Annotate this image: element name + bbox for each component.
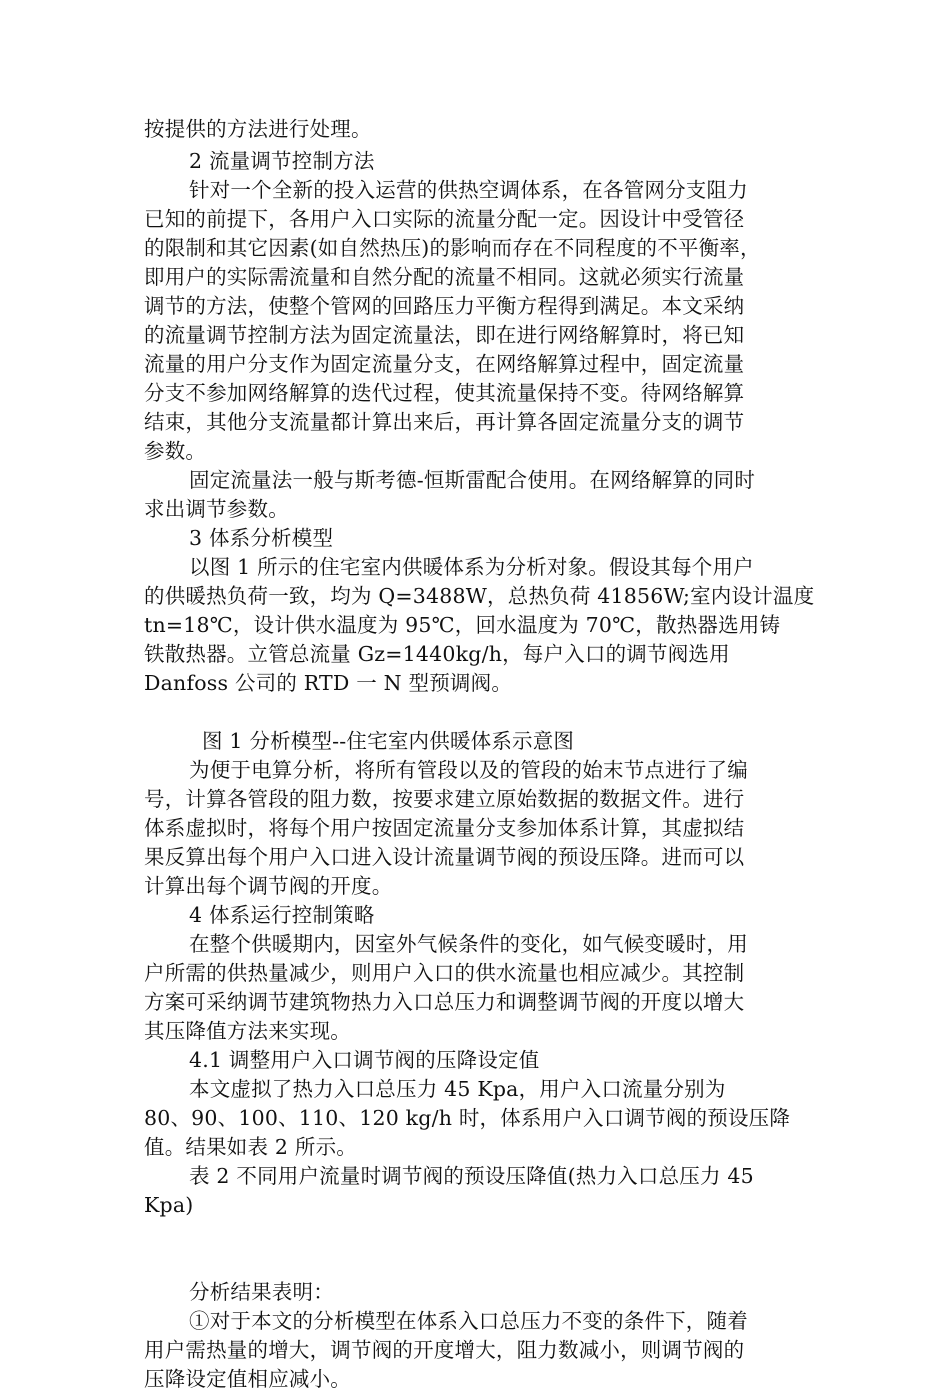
text-line: 号，计算各管段的阻力数，按要求建立原始数据的数据文件。进行 xyxy=(144,787,745,811)
text-line: 体系虚拟时，将每个用户按固定流量分支参加体系计算，其虚拟结 xyxy=(144,816,745,840)
text-line: 参数。 xyxy=(144,439,207,463)
figure-caption: 图 1 分析模型--住宅室内供暖体系示意图 xyxy=(202,729,575,753)
text-line: 本文虚拟了热力入口总压力 45 Kpa，用户入口流量分别为 xyxy=(189,1077,726,1101)
text-line: 分析结果表明： xyxy=(189,1280,334,1304)
text-line: 为便于电算分析，将所有管段以及的管段的始末节点进行了编 xyxy=(189,758,748,782)
text-line: 以图 1 所示的住宅室内供暖体系为分析对象。假设其每个用户 xyxy=(189,555,754,579)
text-line: 值。结果如表 2 所示。 xyxy=(144,1135,357,1159)
table-caption: 表 2 不同用户流量时调节阀的预设压降值(热力入口总压力 45 xyxy=(189,1164,754,1188)
text-line: 果反算出每个用户入口进入设计流量调节阀的预设压降。进而可以 xyxy=(144,845,745,869)
text-line: 的流量调节控制方法为固定流量法，即在进行网络解算时，将已知 xyxy=(144,323,745,347)
text-line: 压降设定值相应减小。 xyxy=(144,1367,351,1391)
text-line: 其压降值方法来实现。 xyxy=(144,1019,351,1043)
text-line: 80、90、100、110、120 kg/h 时，体系用户入口调节阀的预设压降 xyxy=(144,1106,791,1130)
text-line: 按提供的方法进行处理。 xyxy=(144,117,372,141)
text-line: 调节的方法，使整个管网的回路压力平衡方程得到满足。本文采纳 xyxy=(144,294,745,318)
text-line: 的限制和其它因素(如自然热压)的影响而存在不同程度的不平衡率， xyxy=(144,236,761,260)
text-line: 针对一个全新的投入运营的供热空调体系，在各管网分支阻力 xyxy=(189,178,748,202)
text-line: ①对于本文的分析模型在体系入口总压力不变的条件下，随着 xyxy=(189,1309,748,1333)
section-heading: 2 流量调节控制方法 xyxy=(189,149,375,173)
text-line: 已知的前提下，各用户入口实际的流量分配一定。因设计中受管径 xyxy=(144,207,745,231)
text-line: 流量的用户分支作为固定流量分支，在网络解算过程中，固定流量 xyxy=(144,352,745,376)
text-line: 即用户的实际需流量和自然分配的流量不相同。这就必须实行流量 xyxy=(144,265,745,289)
text-line: 求出调节参数。 xyxy=(144,497,289,521)
text-line: 在整个供暖期内，因室外气候条件的变化，如气候变暖时，用 xyxy=(189,932,748,956)
text-line: 户所需的供热量减少，则用户入口的供水流量也相应减少。其控制 xyxy=(144,961,745,985)
text-line: 分支不参加网络解算的迭代过程，使其流量保持不变。待网络解算 xyxy=(144,381,745,405)
text-line: 结束，其他分支流量都计算出来后，再计算各固定流量分支的调节 xyxy=(144,410,745,434)
text-line: 方案可采纳调节建筑物热力入口总压力和调整调节阀的开度以增大 xyxy=(144,990,745,1014)
text-line: 铁散热器。立管总流量 Gz=1440kg/h，每户入口的调节阀选用 xyxy=(144,642,730,666)
text-line: 的供暖热负荷一致，均为 Q=3488W，总热负荷 41856W;室内设计温度 xyxy=(144,584,815,608)
text-line: 用户需热量的增大，调节阀的开度增大，阻力数减小，则调节阀的 xyxy=(144,1338,745,1362)
section-heading: 4 体系运行控制策略 xyxy=(189,903,375,927)
section-heading: 3 体系分析模型 xyxy=(189,526,334,550)
text-line: Danfoss 公司的 RTD 一 N 型预调阀。 xyxy=(144,671,513,695)
table-caption: Kpa) xyxy=(144,1193,194,1217)
text-line: 计算出每个调节阀的开度。 xyxy=(144,874,393,898)
text-line: 固定流量法一般与斯考德-恒斯雷配合使用。在网络解算的同时 xyxy=(189,468,756,492)
subsection-heading: 4.1 调整用户入口调节阀的压降设定值 xyxy=(189,1048,540,1072)
text-line: tn=18℃，设计供水温度为 95℃，回水温度为 70℃，散热器选用铸 xyxy=(144,613,781,637)
